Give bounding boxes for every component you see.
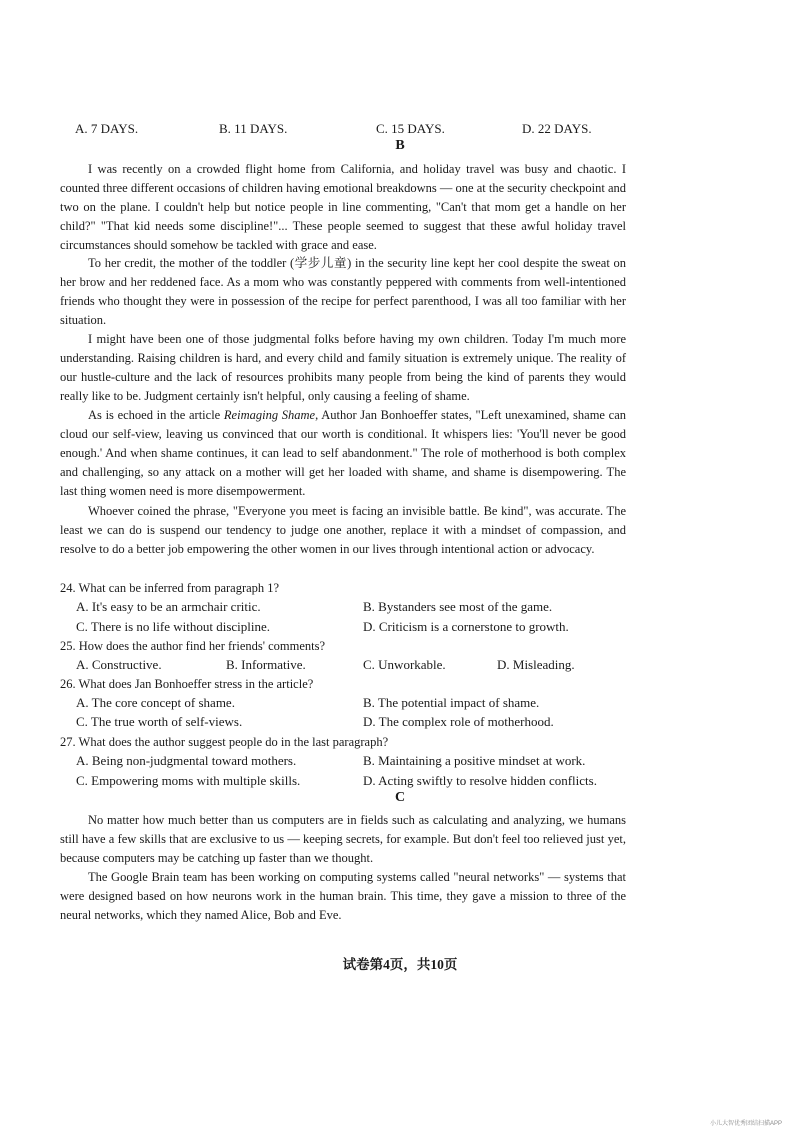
question-25-option-d: D. Misleading. xyxy=(497,657,575,672)
question-24-option-d: D. Criticism is a cornerstone to growth. xyxy=(363,619,569,634)
question-26-option-c: C. The true worth of self-views. xyxy=(76,714,243,729)
question-27-option-c: C. Empowering moms with multiple skills. xyxy=(76,773,301,788)
question-27-option-d: D. Acting swiftly to resolve hidden conflicts. xyxy=(363,773,597,788)
question-25-option-b: B. Informative. xyxy=(226,657,306,672)
option-b: B. 11 DAYS. xyxy=(219,121,288,136)
question-25-option-a: A. Constructive. xyxy=(76,657,162,672)
passage-b-paragraph-1: I was recently on a crowded flight home from California, and holiday travel was busy and chaotic. I counted three different occasions of children having emotional breakdowns — one at the security checkpoint and two on the plane. I couldn't help but notice people in line commenting, "Can't that mom get a handle on her child?" "That kid needs some discipline!"... These people seemed to suggest that these awful holiday travel circumstances should somehow be tackled with grace and ease. xyxy=(60,162,626,252)
question-24-option-a: A. It's easy to be an armchair critic. xyxy=(76,599,261,614)
question-25-option-c: C. Unworkable. xyxy=(363,657,446,672)
paragraph-4-text-start: As is echoed in the article xyxy=(88,408,224,422)
article-title: Reimaging Shame xyxy=(223,408,316,422)
option-a: A. 7 DAYS. xyxy=(75,121,139,136)
passage-c-paragraph-2: The Google Brain team has been working on computing systems called "neural networks" — systems that were designed based on how neurons work in the human brain. This time, they gave a mission to three of the neural networks, which they named Alice, Bob and Eve. xyxy=(60,870,626,922)
question-25-stem: 25. How does the author find her friends' comments? xyxy=(60,639,326,653)
section-b-label: B xyxy=(395,138,405,153)
option-d: D. 22 DAYS. xyxy=(522,121,592,136)
question-27-stem: 27. What does the author suggest people do in the last paragraph? xyxy=(60,735,389,749)
passage-c-paragraph-1: No matter how much better than us computers are in fields such as calculating and analyzing, we humans still have a few skills that are exclusive to us — keeping secrets, for example. But don't feel too relieved just yet, because computers may be catching up faster than we thought. xyxy=(60,813,626,865)
section-c-label: C xyxy=(394,790,406,805)
question-27-option-b: B. Maintaining a positive mindset at work. xyxy=(363,753,586,768)
option-c: C. 15 DAYS. xyxy=(376,121,445,136)
question-26-option-a: A. The core concept of shame. xyxy=(76,695,235,710)
question-26-option-d: D. The complex role of motherhood. xyxy=(363,714,554,729)
question-26-stem: 26. What does Jan Bonhoeffer stress in the article? xyxy=(60,677,314,691)
scanner-watermark: 小儿大智优秀团结扫描APP xyxy=(709,1121,782,1127)
page-footer: 试卷第4页，共10页 xyxy=(342,957,458,972)
passage-b-paragraph-4 xyxy=(60,406,626,501)
question-24-stem: 24. What can be inferred from paragraph 1? xyxy=(60,581,280,595)
question-24-option-b: B. Bystanders see most of the game. xyxy=(363,599,553,614)
question-26-option-b: B. The potential impact of shame. xyxy=(363,695,540,710)
question-27-option-a: A. Being non-judgmental toward mothers. xyxy=(76,753,297,768)
paragraph-4-text-end: , Author Jan Bonhoeffer states, "Left unexamined, shame can cloud our self-view, leaving us convinced that our worth is conditional. It whispers lies: 'You'll never be good enough.' And when shame continues, it can lead to self abandonment." The role of motherhood is both complex and challenging, so any attack on a mother will get her loaded with shame, and shame is disempowering. The last thing women need is more disempowerment. xyxy=(60,408,627,498)
passage-b-paragraph-5: Whoever coined the phrase, "Everyone you meet is facing an invisible battle. Be kind", was accurate. The least we can do is suspend our tendency to judge one another, replace it with a mindset of compassion, and resolve to do a better job empowering the other women in our lives through intentional action or advocacy. xyxy=(60,504,626,556)
passage-b-paragraph-2: To her credit, the mother of the toddler (学步儿童) in the security line kept her cool despite the sweat on her brow and her reddened face. As a mom who was constantly peppered with comments from well-intentioned friends who thought they were in possession of the recipe for perfect parenthood, I was all too familiar with her situation. xyxy=(60,256,626,327)
question-24-option-c: C. There is no life without discipline. xyxy=(76,619,271,634)
previous-question-options xyxy=(0,120,800,140)
passage-b-paragraph-3: I might have been one of those judgmental folks before having my own children. Today I'm much more understanding. Raising children is hard, and every child and family situation is extremely unique. The reality of our hustle-culture and the lack of resources prohibits many people from being the kind of parents they would really like to be. Judgment certainly isn't helpful, only causing a feeling of shame. xyxy=(60,332,626,403)
